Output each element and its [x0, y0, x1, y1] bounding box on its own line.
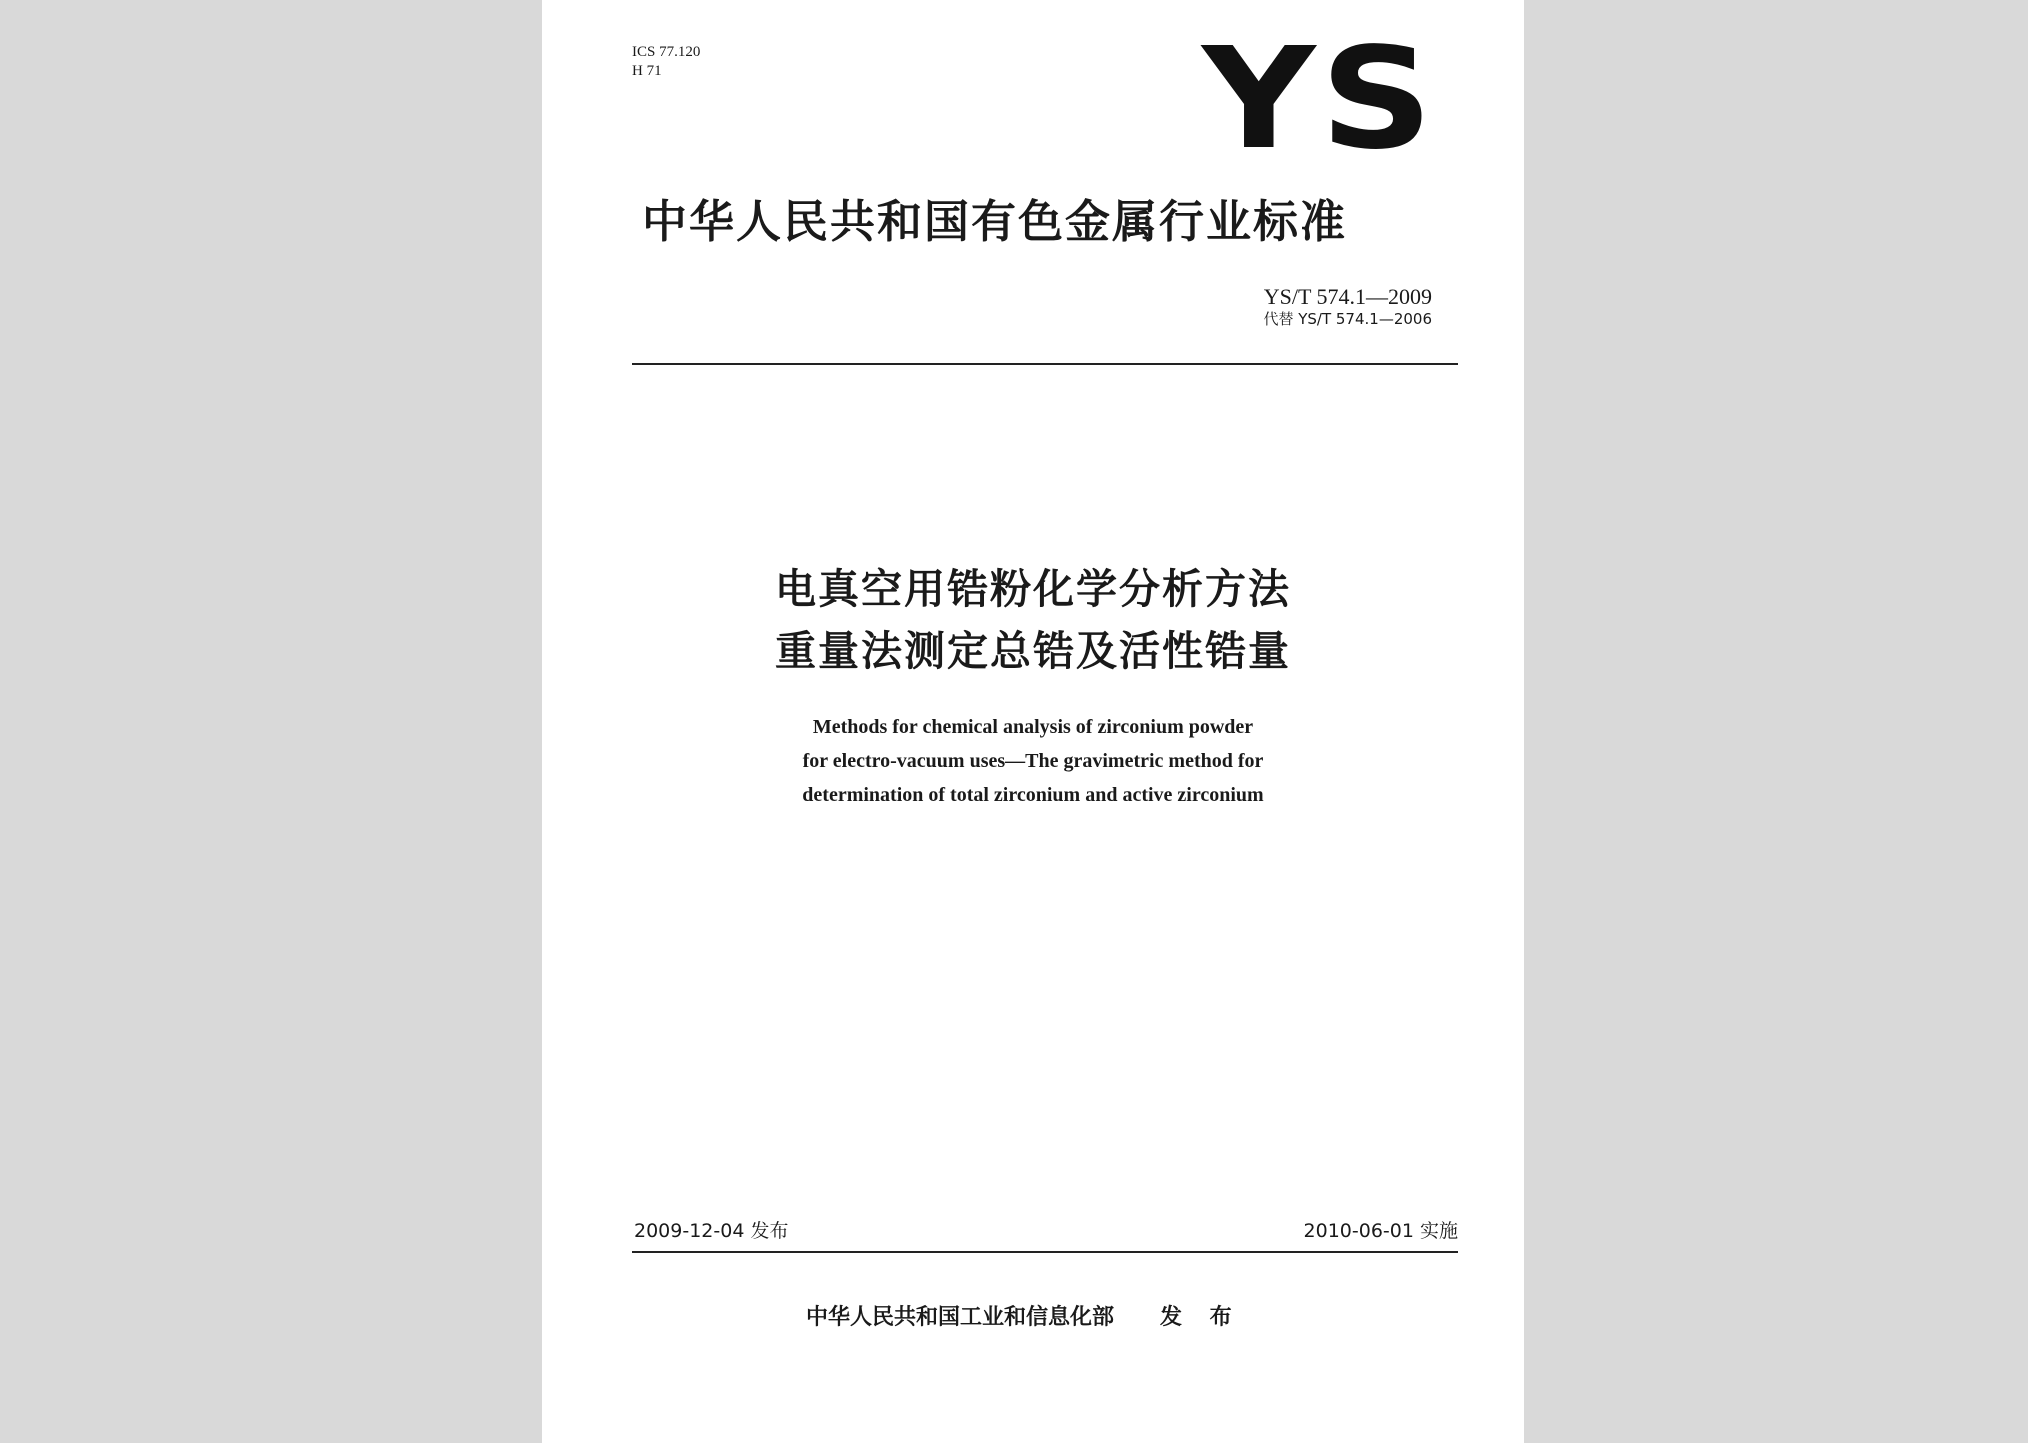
issuer-name: 中华人民共和国工业和信息化部	[806, 1305, 1115, 1330]
bottom-divider	[632, 1251, 1458, 1253]
english-title-line-3: determination of total zirconium and active zirconium	[802, 784, 1264, 806]
publication-date: 2009-12-04 发布	[634, 1220, 789, 1242]
standard-cover-page	[542, 0, 1524, 1443]
standard-number-block	[1263, 284, 1432, 328]
industry-standard-title: 中华人民共和国有色金属行业标准	[642, 195, 1348, 248]
chinese-title-line-1: 电真空用锆粉化学分析方法	[775, 565, 1291, 613]
replaces-standard: 代替 YS/T 574.1—2006	[1263, 310, 1432, 328]
chinese-title-line-2: 重量法测定总锆及活性锆量	[775, 627, 1291, 675]
implementation-date: 2010-06-01 实施	[1303, 1220, 1458, 1242]
chinese-title	[542, 558, 1524, 682]
ccs-code: H 71	[632, 63, 662, 79]
english-title-line-2: for electro-vacuum uses—The gravimetric method for	[802, 750, 1264, 772]
top-divider	[632, 363, 1458, 365]
ics-code: ICS 77.120	[632, 44, 701, 60]
english-title	[542, 710, 1524, 812]
standard-number: YS/T 574.1—2009	[1263, 284, 1432, 309]
issue-verb: 发 布	[1160, 1305, 1242, 1330]
issuing-authority	[806, 1302, 1242, 1334]
ys-logo: YS	[1202, 18, 1438, 181]
english-title-line-1: Methods for chemical analysis of zirconium powder	[812, 716, 1254, 738]
classification-codes	[632, 43, 700, 81]
